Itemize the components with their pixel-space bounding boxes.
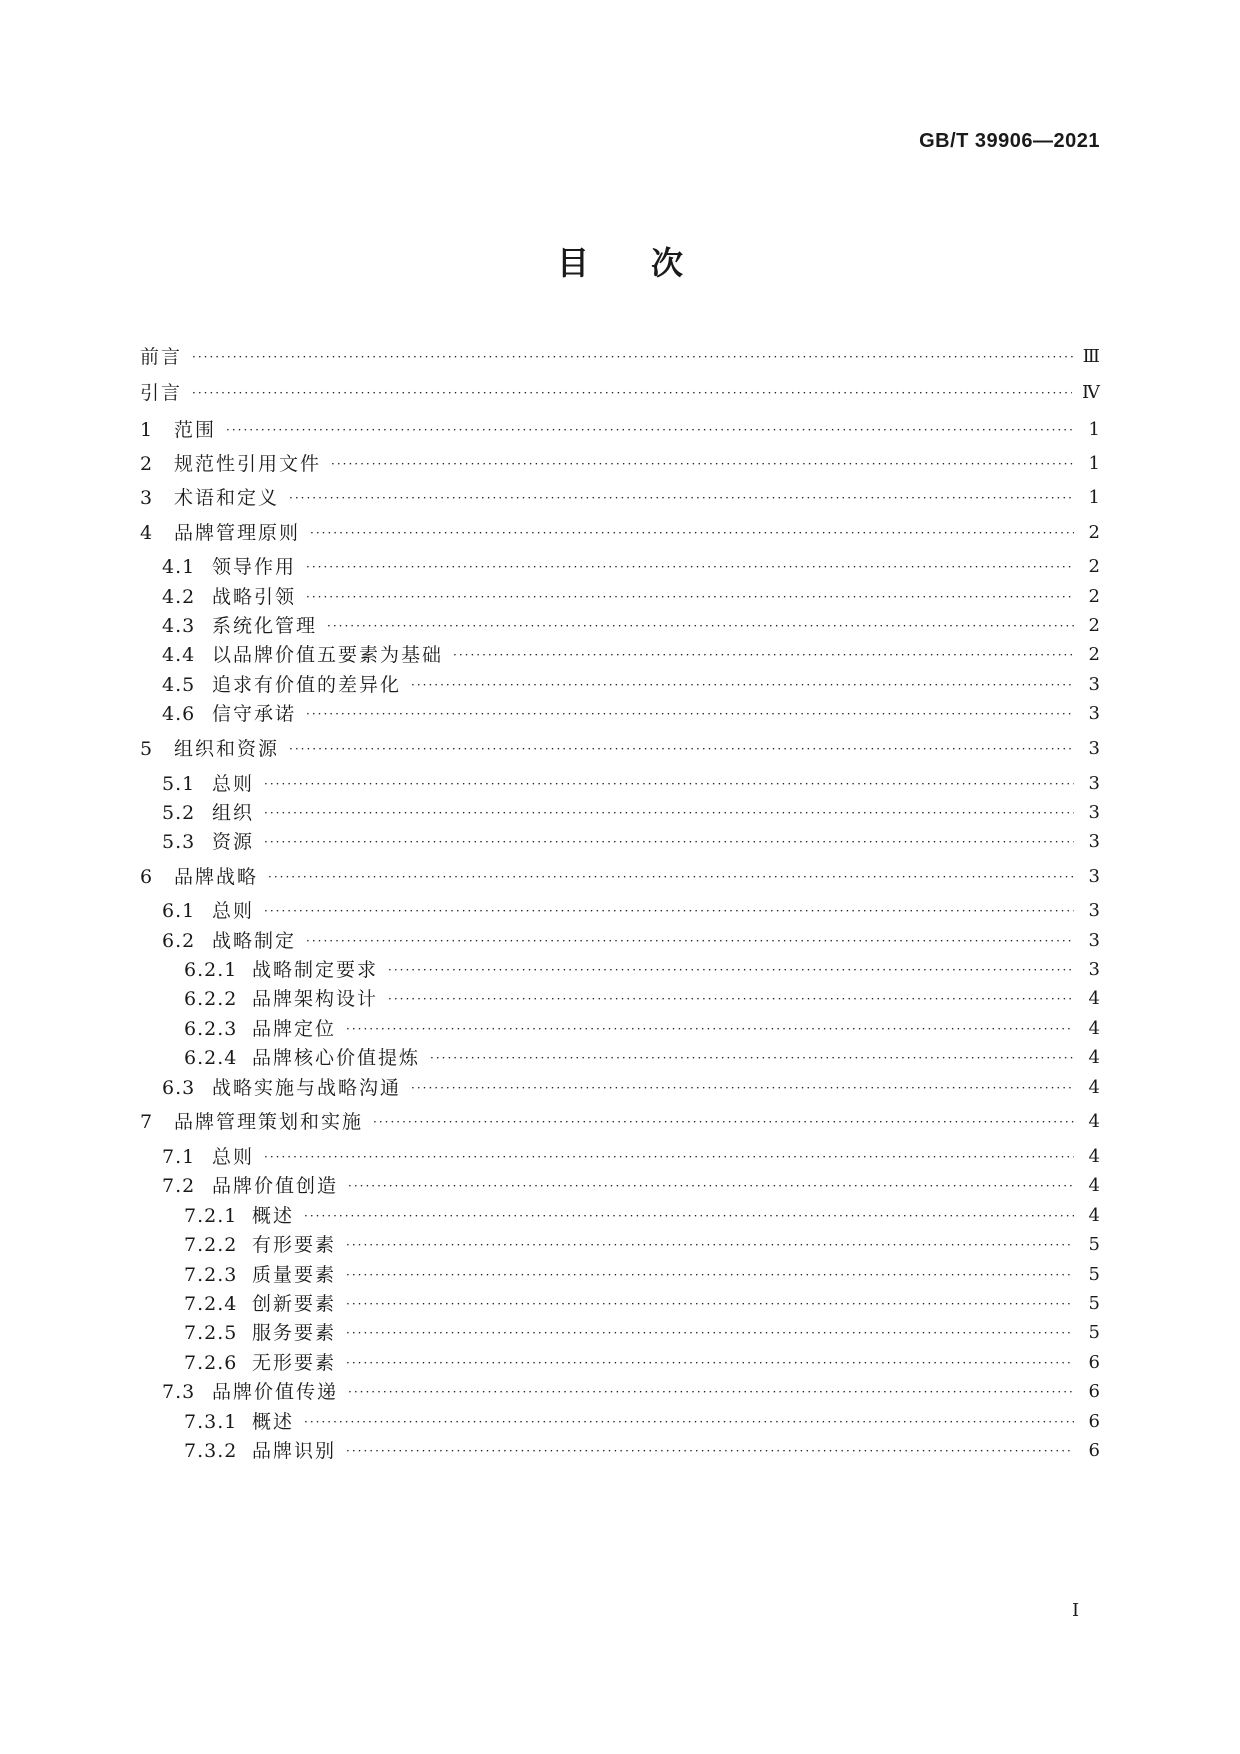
toc-entry-title: 总则 — [212, 900, 255, 922]
toc-entry-page: 2 — [1088, 615, 1100, 636]
toc-dot-leader — [346, 1318, 1074, 1348]
toc-entry[interactable] — [162, 582, 1100, 612]
toc-entry-page: 5 — [1088, 1293, 1100, 1314]
toc-entry[interactable] — [184, 1260, 1100, 1290]
toc-entry[interactable] — [162, 670, 1100, 700]
toc-entry-page: 5 — [1088, 1264, 1100, 1285]
toc-entry[interactable] — [184, 1201, 1100, 1231]
toc-entry-title: 战略制定要求 — [252, 959, 379, 981]
toc-entry[interactable] — [162, 1171, 1100, 1201]
toc-entry-title: 有形要素 — [252, 1234, 337, 1256]
toc-entry[interactable] — [162, 769, 1100, 799]
toc-dot-leader — [346, 1230, 1074, 1260]
toc-entry[interactable] — [162, 640, 1100, 670]
toc-entry-number: 2 — [140, 453, 154, 475]
toc-entry-title: 品牌核心价值提炼 — [252, 1047, 421, 1069]
toc-entry-number: 6.2.4 — [184, 1047, 238, 1069]
toc-entry-title: 引言 — [140, 382, 183, 404]
toc-dot-leader — [346, 1260, 1074, 1290]
toc-entry[interactable] — [162, 611, 1100, 641]
toc-entry-page: 3 — [1088, 930, 1100, 951]
toc-dot-leader — [388, 955, 1074, 985]
toc-entry-title: 规范性引用文件 — [174, 453, 322, 475]
toc-dot-leader — [192, 378, 1072, 408]
toc-entry-number: 4 — [140, 522, 154, 544]
toc-dot-leader — [430, 1043, 1074, 1073]
toc-entry[interactable] — [162, 896, 1100, 926]
toc-entry[interactable] — [140, 378, 1100, 408]
toc-entry-number: 4.1 — [162, 556, 196, 578]
toc-entry-title: 前言 — [140, 346, 183, 368]
toc-entry-page: 4 — [1088, 1146, 1100, 1167]
toc-entry-title: 品牌价值创造 — [212, 1175, 339, 1197]
toc-entry-title: 战略引领 — [212, 586, 297, 608]
toc-entry-number: 6.2.3 — [184, 1018, 238, 1040]
toc-entry[interactable] — [162, 1142, 1100, 1172]
toc-entry-number: 4.5 — [162, 674, 196, 696]
toc-entry-title: 战略制定 — [212, 930, 297, 952]
toc-entry-page: Ⅲ — [1082, 346, 1100, 367]
toc-dot-leader — [264, 798, 1074, 828]
toc-entry-title: 总则 — [212, 1146, 255, 1168]
toc-entry[interactable] — [162, 1377, 1100, 1407]
toc-entry-title: 组织和资源 — [174, 738, 280, 760]
toc-entry-page: 3 — [1088, 674, 1100, 695]
toc-entry-number: 7.2.6 — [184, 1352, 238, 1374]
toc-dot-leader — [327, 611, 1074, 641]
toc-entry[interactable] — [184, 1043, 1100, 1073]
toc-entry[interactable] — [140, 518, 1100, 548]
toc-entry-page: 3 — [1088, 900, 1100, 921]
toc-entry-page: 6 — [1088, 1352, 1100, 1373]
toc-entry-page: 3 — [1088, 959, 1100, 980]
toc-dot-leader — [226, 415, 1074, 445]
toc-entry-page: 4 — [1088, 1077, 1100, 1098]
toc-entry-title: 组织 — [212, 802, 255, 824]
toc-entry-page: Ⅳ — [1082, 382, 1100, 403]
toc-entry-number: 7.2.3 — [184, 1264, 238, 1286]
toc-entry-page: 2 — [1088, 522, 1100, 543]
toc-entry-title: 范围 — [174, 419, 217, 441]
toc-entry-title: 信守承诺 — [212, 703, 297, 725]
toc-entry-title: 概述 — [252, 1411, 295, 1433]
toc-entry[interactable] — [140, 483, 1100, 513]
toc-entry-title: 追求有价值的差异化 — [212, 674, 402, 696]
toc-dot-leader — [289, 483, 1074, 513]
page-title: 目次 — [556, 244, 745, 282]
toc-dot-leader — [310, 518, 1074, 548]
toc-entry-page: 2 — [1088, 644, 1100, 665]
toc-dot-leader — [411, 670, 1074, 700]
toc-dot-leader — [346, 1436, 1074, 1466]
toc-entry[interactable] — [140, 449, 1100, 479]
toc-entry[interactable] — [184, 1318, 1100, 1348]
toc-entry[interactable] — [162, 1073, 1100, 1103]
toc-dot-leader — [346, 1289, 1074, 1319]
toc-entry-page: 4 — [1088, 1175, 1100, 1196]
toc-entry-title: 服务要素 — [252, 1322, 337, 1344]
toc-entry-page: 3 — [1088, 831, 1100, 852]
toc-entry-title: 品牌识别 — [252, 1440, 337, 1462]
toc-entry-number: 5.2 — [162, 802, 196, 824]
toc-entry-title: 品牌架构设计 — [252, 988, 379, 1010]
toc-entry[interactable] — [140, 734, 1100, 764]
toc-entry-number: 7.2 — [162, 1175, 196, 1197]
toc-dot-leader — [289, 734, 1074, 764]
toc-dot-leader — [388, 984, 1074, 1014]
toc-entry-number: 6.3 — [162, 1077, 196, 1099]
toc-dot-leader — [192, 342, 1073, 372]
toc-entry-title: 品牌管理原则 — [174, 522, 301, 544]
toc-entry-title: 领导作用 — [212, 556, 297, 578]
toc-entry-page: 4 — [1088, 988, 1100, 1009]
toc-entry-page: 5 — [1088, 1234, 1100, 1255]
toc-dot-leader — [453, 640, 1074, 670]
toc-entry-page: 3 — [1088, 773, 1100, 794]
toc-entry-title: 品牌战略 — [174, 866, 259, 888]
toc-entry-page: 2 — [1088, 556, 1100, 577]
toc-entry-title: 概述 — [252, 1205, 295, 1227]
toc-entry-page: 4 — [1088, 1018, 1100, 1039]
toc-entry[interactable] — [184, 1014, 1100, 1044]
toc-entry-page: 3 — [1088, 703, 1100, 724]
toc-dot-leader — [331, 449, 1074, 479]
toc-entry[interactable] — [162, 827, 1100, 857]
toc-entry[interactable] — [140, 342, 1100, 372]
toc-entry-page: 3 — [1088, 738, 1100, 759]
toc-entry[interactable] — [184, 1348, 1100, 1378]
toc-entry-number: 5 — [140, 738, 154, 760]
toc-entry-number: 7.3.2 — [184, 1440, 238, 1462]
toc-entry[interactable] — [140, 415, 1100, 445]
toc-entry-title: 品牌管理策划和实施 — [174, 1111, 364, 1133]
toc-entry-number: 7.3 — [162, 1381, 196, 1403]
toc-entry-title: 战略实施与战略沟通 — [212, 1077, 402, 1099]
toc-entry[interactable] — [184, 984, 1100, 1014]
toc-entry-number: 5.3 — [162, 831, 196, 853]
toc-entry-title: 品牌价值传递 — [212, 1381, 339, 1403]
toc-entry-number: 6.2.1 — [184, 959, 238, 981]
toc-entry-number: 6.1 — [162, 900, 196, 922]
toc-entry-number: 6.2 — [162, 930, 196, 952]
toc-entry[interactable] — [184, 955, 1100, 985]
toc-entry[interactable] — [162, 926, 1100, 956]
toc-entry-page: 2 — [1088, 586, 1100, 607]
toc-entry-title: 创新要素 — [252, 1293, 337, 1315]
toc-entry-title: 无形要素 — [252, 1352, 337, 1374]
toc-dot-leader — [306, 926, 1074, 956]
toc-dot-leader — [306, 582, 1074, 612]
toc-entry-page: 1 — [1088, 419, 1100, 440]
toc-entry[interactable] — [184, 1289, 1100, 1319]
toc-entry-page: 3 — [1088, 866, 1100, 887]
toc-dot-leader — [346, 1014, 1074, 1044]
toc-dot-leader — [304, 1407, 1074, 1437]
toc-entry[interactable] — [162, 699, 1100, 729]
toc-dot-leader — [264, 769, 1074, 799]
page-number: Ⅰ — [1072, 1600, 1080, 1621]
toc-entry-number: 1 — [140, 419, 154, 441]
toc-entry-number: 7.2.2 — [184, 1234, 238, 1256]
toc-dot-leader — [264, 896, 1074, 926]
toc-entry-number: 3 — [140, 487, 154, 509]
toc-dot-leader — [264, 1142, 1074, 1172]
toc-entry[interactable] — [162, 552, 1100, 582]
toc-entry-number: 7.2.4 — [184, 1293, 238, 1315]
toc-entry-number: 6.2.2 — [184, 988, 238, 1010]
toc-entry-page: 4 — [1088, 1205, 1100, 1226]
toc-entry[interactable] — [140, 862, 1100, 892]
toc-entry-page: 4 — [1088, 1111, 1100, 1132]
toc-entry-page: 1 — [1088, 487, 1100, 508]
toc-entry-page: 6 — [1088, 1411, 1100, 1432]
toc-entry-number: 4.2 — [162, 586, 196, 608]
toc-dot-leader — [348, 1171, 1074, 1201]
toc-entry-number: 7.2.1 — [184, 1205, 238, 1227]
toc-dot-leader — [411, 1073, 1074, 1103]
toc-entry-number: 7.1 — [162, 1146, 196, 1168]
toc-entry-title: 以品牌价值五要素为基础 — [212, 644, 444, 666]
toc-entry-number: 6 — [140, 866, 154, 888]
toc-entry[interactable] — [184, 1436, 1100, 1466]
toc-dot-leader — [373, 1107, 1074, 1137]
toc-entry-number: 4.6 — [162, 703, 196, 725]
toc-entry-page: 3 — [1088, 802, 1100, 823]
toc-entry-number: 4.4 — [162, 644, 196, 666]
toc-dot-leader — [264, 827, 1074, 857]
toc-entry-page: 5 — [1088, 1322, 1100, 1343]
toc-entry[interactable] — [140, 1107, 1100, 1137]
toc-entry-page: 1 — [1088, 453, 1100, 474]
toc-dot-leader — [304, 1201, 1074, 1231]
toc-dot-leader — [306, 699, 1074, 729]
toc-entry-number: 7.3.1 — [184, 1411, 238, 1433]
toc-entry-page: 4 — [1088, 1047, 1100, 1068]
toc-dot-leader — [268, 862, 1074, 892]
standard-number: GB/T 39906—2021 — [919, 130, 1100, 152]
toc-entry-title: 质量要素 — [252, 1264, 337, 1286]
toc-entry-title: 资源 — [212, 831, 255, 853]
toc-dot-leader — [306, 552, 1074, 582]
toc-entry-page: 6 — [1088, 1381, 1100, 1402]
toc-entry[interactable] — [162, 798, 1100, 828]
toc-entry-page: 6 — [1088, 1440, 1100, 1461]
toc-dot-leader — [348, 1377, 1074, 1407]
toc-entry-title: 品牌定位 — [252, 1018, 337, 1040]
toc-entry-title: 术语和定义 — [174, 487, 280, 509]
toc-entry-number: 7 — [140, 1111, 154, 1133]
toc-entry-title: 系统化管理 — [212, 615, 318, 637]
toc-entry-number: 5.1 — [162, 773, 196, 795]
toc-dot-leader — [346, 1348, 1074, 1378]
toc-entry[interactable] — [184, 1230, 1100, 1260]
toc-entry-title: 总则 — [212, 773, 255, 795]
toc-entry[interactable] — [184, 1407, 1100, 1437]
toc-entry-number: 7.2.5 — [184, 1322, 238, 1344]
toc-entry-number: 4.3 — [162, 615, 196, 637]
